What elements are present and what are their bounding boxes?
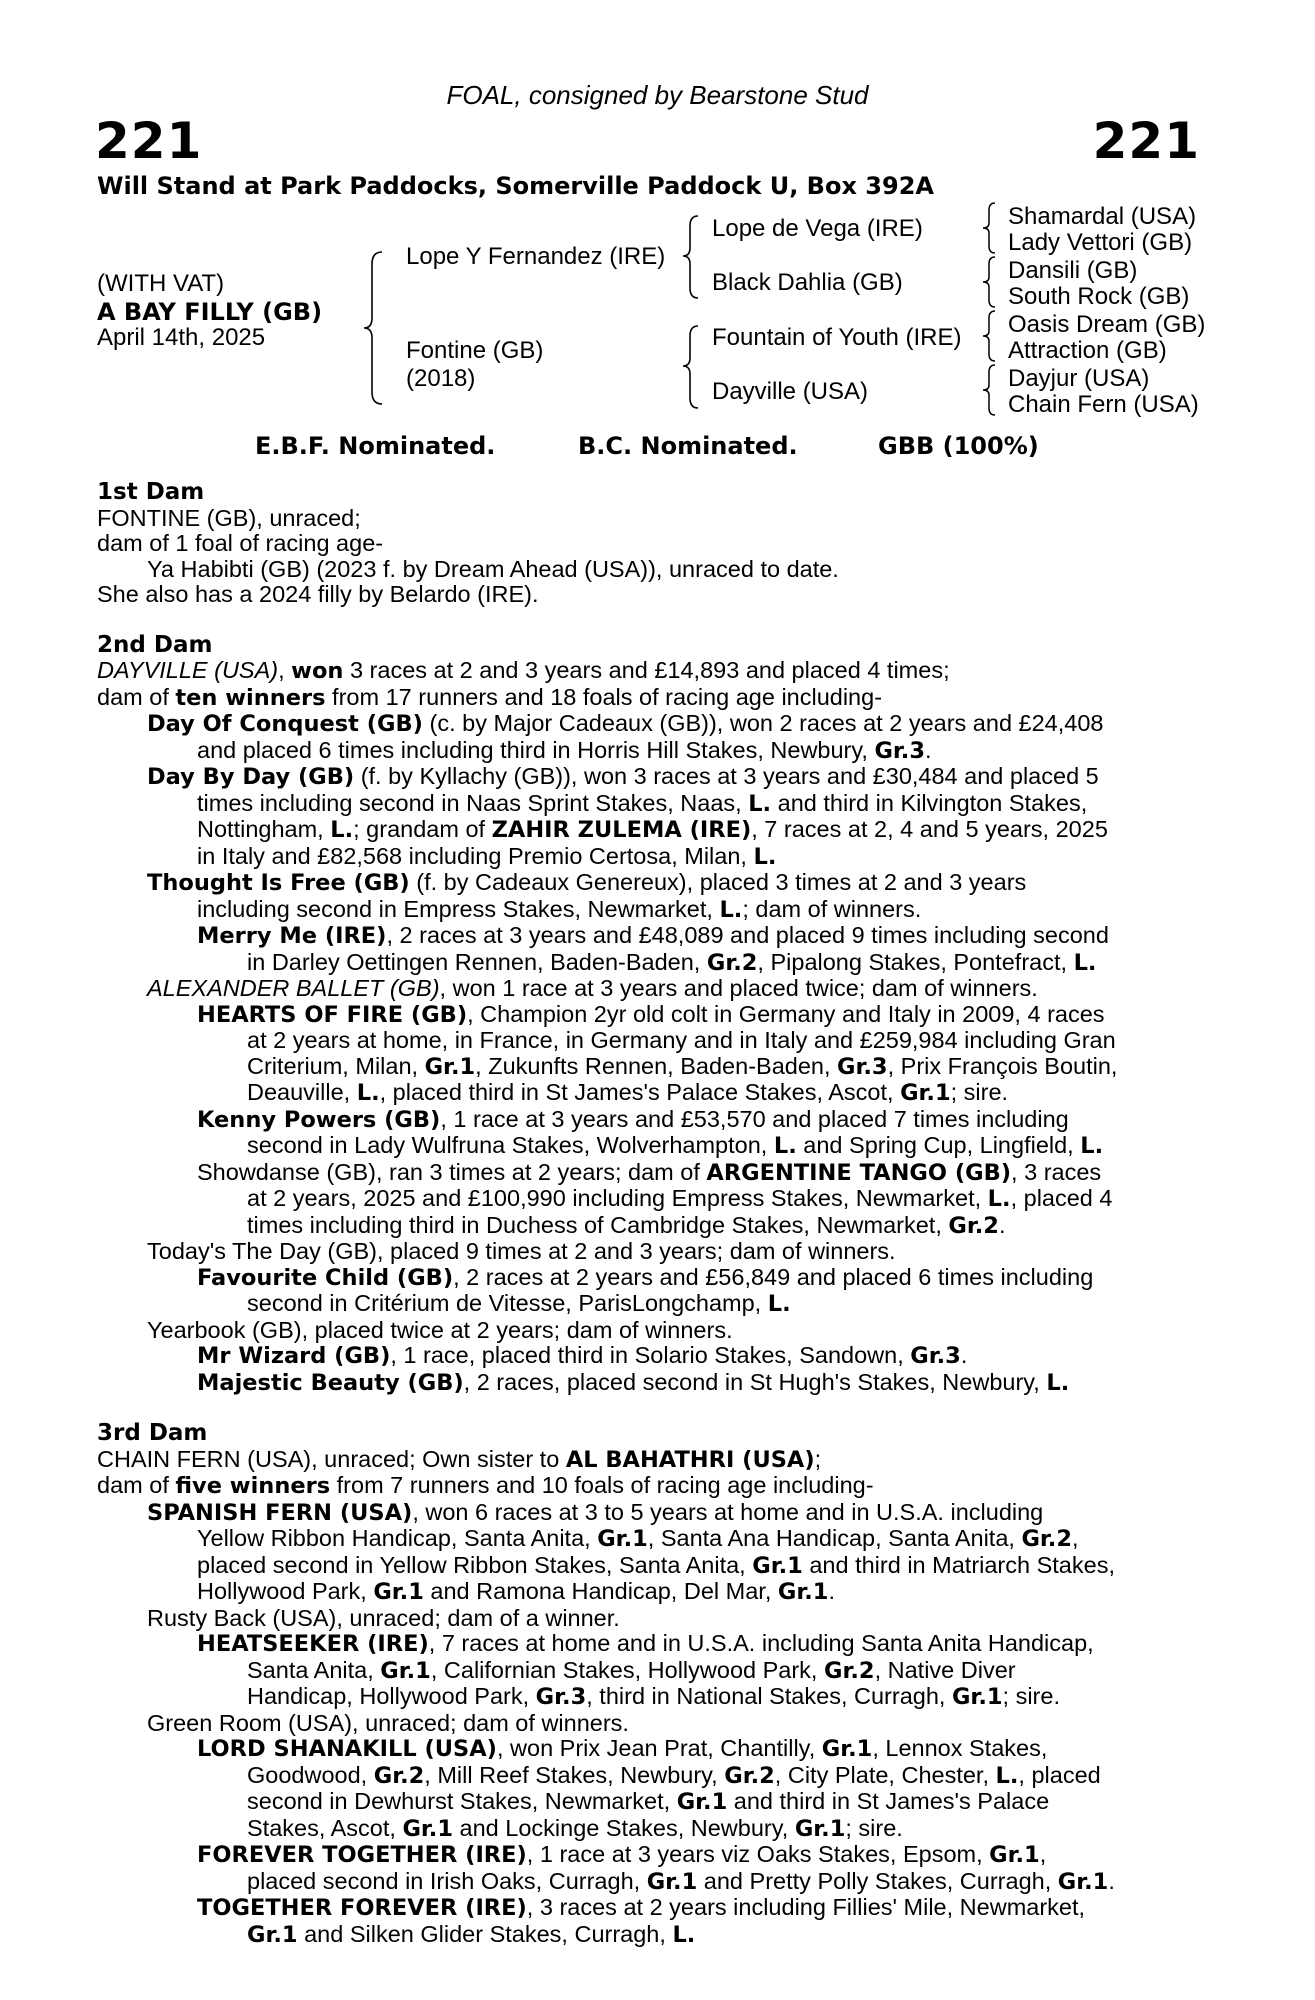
text-run: Gr.3 <box>837 1053 888 1080</box>
ancestor-1: Shamardal (USA) <box>1008 203 1197 230</box>
ancestor-5: Oasis Dream (GB) <box>1008 311 1206 338</box>
text-run: TOGETHER FOREVER (IRE) <box>197 1895 527 1921</box>
text-run: including second in Empress Stakes, Newmarket, <box>197 895 720 922</box>
text-run: Gr.1 <box>597 1526 648 1552</box>
text-run: , 1 race at 3 years viz Oaks Stakes, Epsom, <box>526 1841 990 1867</box>
ancestor-6: Attraction (GB) <box>1008 337 1167 364</box>
text-run: at 2 years at home, in France, in Germany and in Italy and £259,984 including Gran <box>247 1027 1116 1053</box>
text-run: , placed 4 <box>1010 1185 1113 1211</box>
text-run: , 2 races at 2 years and £56,849 and placed 6 times including <box>453 1263 1094 1290</box>
text-run: , Prix François Boutin, <box>887 1052 1118 1079</box>
text-run: , placed third in St James's Palace Stakes, Ascot, <box>379 1079 901 1105</box>
text-run: Favourite Child (GB) <box>197 1264 454 1291</box>
text-run: in Italy and £82,568 including Premio Certosa, Milan, <box>197 842 754 869</box>
pedigree-brace-g4 <box>980 362 1000 418</box>
sire-name: Lope Y Fernandez (IRE) <box>406 243 666 270</box>
vat-label: (WITH VAT) <box>97 270 225 297</box>
progeny-line <box>97 1318 1207 1344</box>
text-run: , placed <box>1018 1761 1101 1788</box>
pedigree-brace-dam <box>680 322 704 412</box>
foaling-date: April 14th, 2025 <box>97 324 266 351</box>
text-run: Gr.1 <box>989 1842 1040 1868</box>
dam-sire: Fountain of Youth (IRE) <box>712 324 962 351</box>
text-run: Gr.1 <box>951 1684 1003 1710</box>
text-run: and Silken Glider Stakes, Curragh, <box>297 1920 673 1947</box>
text-run: , <box>1039 1841 1047 1867</box>
dam-line <box>97 1447 1207 1474</box>
text-run: Gr.2 <box>824 1657 875 1684</box>
progeny-line <box>97 1054 1207 1081</box>
text-run: , Lennox Stakes, <box>872 1735 1048 1761</box>
text-run: ten winners <box>175 684 326 711</box>
text-run: dam of <box>97 1472 176 1498</box>
second-dam-heading: 2nd Dam <box>97 631 213 658</box>
progeny-line <box>97 1631 1207 1658</box>
dam-line <box>97 1473 1207 1500</box>
text-run: , <box>278 657 292 683</box>
text-run: Kenny Powers (GB) <box>197 1106 441 1133</box>
text-run: , 1 race at 3 years and £53,570 and placed 7 times including <box>440 1105 1069 1132</box>
text-run: Gr.1 <box>373 1579 424 1605</box>
text-run: L. <box>672 1921 696 1948</box>
text-run: HEATSEEKER (IRE) <box>197 1631 429 1657</box>
text-run: L. <box>767 1291 791 1317</box>
text-run: from 7 runners and 10 foals of racing age including- <box>330 1472 874 1498</box>
text-run: second in Critérium de Vitesse, ParisLongchamp, <box>247 1290 768 1316</box>
text-run: (f. by Kyllachy (GB)), won 3 races at 3 years and £30,484 and placed 5 <box>354 763 1099 789</box>
text-run: Majestic Beauty (GB) <box>197 1369 464 1396</box>
progeny-line <box>97 976 1207 1002</box>
progeny-line <box>97 1789 1207 1816</box>
text-run: Hollywood Park, <box>197 1578 374 1604</box>
text-run: from 17 runners and 18 foals of racing age including- <box>325 683 883 710</box>
ancestor-4: South Rock (GB) <box>1008 283 1190 310</box>
progeny-line <box>97 1842 1207 1869</box>
text-run: Santa Anita, <box>247 1656 381 1683</box>
text-run: , won Prix Jean Prat, Chantilly, <box>496 1735 822 1761</box>
text-run: L. <box>719 896 743 923</box>
progeny-line <box>97 1028 1207 1054</box>
text-run: L. <box>1046 1369 1070 1396</box>
text-run: , 7 races at 2, 4 and 5 years, 2025 <box>751 816 1108 842</box>
text-run: dam of <box>97 683 176 710</box>
text-run: placed second in Yellow Ribbon Stakes, Santa Anita, <box>197 1551 753 1578</box>
progeny-line <box>97 1370 1207 1397</box>
text-run: Gr.3 <box>874 737 926 764</box>
text-run: L. <box>995 1762 1019 1789</box>
text-run: 3 races at 2 and 3 years and £14,893 and placed 4 times; <box>343 657 950 683</box>
progeny-line <box>97 1553 1207 1580</box>
text-run: Thought Is Free (GB) <box>147 870 410 896</box>
third-dam-heading: 3rd Dam <box>97 1420 208 1446</box>
text-run: and Spring Cup, Lingfield, <box>796 1132 1081 1158</box>
lot-number-left: 221 <box>95 112 203 170</box>
catalogue-body <box>97 480 1207 1948</box>
first-dam-line: She also has a 2024 filly by Belardo (IRE). <box>97 581 539 607</box>
text-run: ; sire. <box>950 1079 1009 1105</box>
text-run: second in Dewhurst Stakes, Newmarket, <box>247 1788 677 1814</box>
lot-number-right: 221 <box>1092 112 1200 170</box>
progeny-line <box>97 791 1207 818</box>
progeny-line <box>97 1500 1207 1527</box>
text-run: , 2 races, placed second in St Hugh's Stakes, Newbury, <box>463 1368 1047 1395</box>
progeny-line <box>97 764 1207 791</box>
pedigree-brace-g2 <box>980 254 1000 310</box>
progeny-line <box>97 950 1207 977</box>
text-run: Nottingham, <box>197 816 331 842</box>
text-run: ; grandam of <box>353 816 492 842</box>
text-run: LORD SHANAKILL (USA) <box>197 1736 497 1762</box>
text-run: , 2 races at 3 years and £48,089 and placed 9 times including second <box>386 922 1109 948</box>
text-run: Merry Me (IRE) <box>197 923 387 949</box>
text-run: Mr Wizard (GB) <box>197 1343 391 1369</box>
text-run: , Californian Stakes, Hollywood Park, <box>430 1656 824 1683</box>
text-run: , Santa Ana Handicap, Santa Anita, <box>647 1525 1022 1551</box>
sire-dam: Black Dahlia (GB) <box>712 269 903 296</box>
progeny-line <box>97 1343 1207 1370</box>
text-run: , 1 race, placed third in Solario Stakes, Sandown, <box>390 1342 911 1368</box>
text-run: Gr.1 <box>380 1657 431 1684</box>
text-run: Gr.1 <box>646 1868 698 1895</box>
ebf-nomination: E.B.F. Nominated. <box>255 432 496 460</box>
dam-name: Fontine (GB) <box>406 337 544 364</box>
text-run: . <box>998 1211 1006 1238</box>
text-run: Gr.2 <box>373 1762 425 1789</box>
dam-year: (2018) <box>406 365 476 392</box>
text-run: and third in St James's Palace <box>727 1788 1050 1814</box>
first-dam-line: dam of 1 foal of racing age- <box>97 530 384 556</box>
consignment-line: FOAL, consigned by Bearstone Stud <box>446 80 869 110</box>
text-run: Gr.2 <box>948 1212 999 1239</box>
text-run: , Champion 2yr old colt in Germany and Italy in 2009, 4 races <box>467 1000 1105 1027</box>
text-run: ALEXANDER BALLET (GB) <box>147 975 440 1001</box>
text-run: FOREVER TOGETHER (IRE) <box>197 1842 527 1868</box>
text-run: (f. by Cadeaux Genereux), placed 3 times at 2 and 3 years <box>409 869 1027 895</box>
progeny-line <box>97 1080 1207 1107</box>
text-run: and Lockinge Stakes, Newbury, <box>453 1814 795 1841</box>
text-run: times including third in Duchess of Cambridge Stakes, Newmarket, <box>247 1211 949 1238</box>
text-run: , third in National Stakes, Curragh, <box>586 1683 952 1709</box>
text-run: Gr.1 <box>402 1815 453 1842</box>
text-run: , Mill Reef Stakes, Newbury, <box>424 1761 725 1788</box>
progeny-line <box>97 1107 1207 1134</box>
text-run: HEARTS OF FIRE (GB) <box>197 1001 468 1028</box>
text-run: Day Of Conquest (GB) <box>147 711 423 737</box>
progeny-line <box>97 1186 1207 1213</box>
text-run: Deauville, <box>247 1079 357 1105</box>
text-run: times including second in Naas Sprint Stakes, Naas, <box>197 789 749 816</box>
progeny-line <box>97 1265 1207 1292</box>
text-run: ; sire. <box>845 1814 903 1841</box>
text-run: Gr.1 <box>900 1080 951 1106</box>
dam-name: DAYVILLE (USA) <box>97 657 279 683</box>
text-run: . <box>1108 1867 1115 1894</box>
text-run: , City Plate, Chester, <box>774 1761 996 1788</box>
text-run: , 3 races <box>1011 1158 1102 1185</box>
progeny-line <box>97 1895 1207 1922</box>
text-run: L. <box>753 843 777 870</box>
first-dam-line: Ya Habibti (GB) (2023 f. by Dream Ahead (USA)), unraced to date. <box>147 555 839 582</box>
text-run: won <box>291 658 344 684</box>
bc-nomination: B.C. Nominated. <box>578 432 798 460</box>
text-run: L. <box>1073 949 1097 976</box>
progeny-line <box>97 1002 1207 1029</box>
text-run: L. <box>987 1186 1011 1212</box>
text-run: and placed 6 times including third in Horris Hill Stakes, Newbury, <box>197 736 875 763</box>
text-run: , Zukunfts Rennen, Baden-Baden, <box>475 1052 838 1079</box>
text-run: Gr.1 <box>676 1789 728 1815</box>
text-run: AL BAHATHRI (USA) <box>565 1446 815 1473</box>
text-run: Gr.1 <box>777 1579 829 1605</box>
dam-line <box>97 658 1207 685</box>
progeny-line <box>97 1133 1207 1160</box>
progeny-line <box>97 1213 1207 1240</box>
text-run: and third in Matriarch Stakes, <box>802 1551 1115 1578</box>
progeny-line <box>97 1711 1207 1737</box>
stand-location: Will Stand at Park Paddocks, Somerville Paddock U, Box 392A <box>97 172 934 200</box>
text-run: . <box>925 736 932 763</box>
text-run: ; sire. <box>1002 1683 1060 1709</box>
text-run: L. <box>356 1080 380 1106</box>
pedigree-brace-sire <box>680 212 704 302</box>
text-run: CHAIN FERN (USA), unraced; Own sister to <box>97 1445 566 1472</box>
text-run: , Native Diver <box>874 1656 1016 1683</box>
text-run: Handicap, Hollywood Park, <box>247 1683 536 1709</box>
text-run: Gr.1 <box>1057 1868 1109 1895</box>
progeny-line <box>97 817 1207 844</box>
progeny-line <box>97 1922 1207 1949</box>
text-run: and Pretty Polly Stakes, Curragh, <box>697 1867 1058 1894</box>
progeny-line <box>97 1869 1207 1896</box>
text-run: placed second in Irish Oaks, Curragh, <box>247 1867 647 1894</box>
horse-name: A BAY FILLY (GB) <box>97 298 323 326</box>
dam-line <box>97 685 1207 712</box>
text-run: Yellow Ribbon Handicap, Santa Anita, <box>197 1525 598 1551</box>
ancestor-8: Chain Fern (USA) <box>1008 391 1199 418</box>
text-run: ZAHIR ZULEMA (IRE) <box>491 817 752 843</box>
progeny-line <box>97 1684 1207 1711</box>
text-run: Gr.3 <box>910 1343 961 1369</box>
text-run: Gr.2 <box>706 949 758 976</box>
text-run: ; <box>814 1445 822 1472</box>
first-dam-line: FONTINE (GB), unraced; <box>97 504 361 531</box>
text-run: and third in Kilvington Stakes, <box>771 789 1088 816</box>
text-run: in Darley Oettingen Rennen, Baden-Baden, <box>247 948 707 975</box>
text-run: second in Lady Wulfruna Stakes, Wolverhampton, <box>247 1132 774 1158</box>
text-run: L. <box>330 817 354 843</box>
text-run: Rusty Back (USA), unraced; dam of a winner. <box>147 1604 620 1631</box>
sire-sire: Lope de Vega (IRE) <box>712 215 923 242</box>
progeny-line <box>97 1816 1207 1843</box>
progeny-line <box>97 1291 1207 1318</box>
text-run: and Ramona Handicap, Del Mar, <box>423 1578 778 1604</box>
text-run: Day By Day (GB) <box>147 764 355 790</box>
text-run: , won 6 races at 3 to 5 years at home and in U.S.A. including <box>412 1498 1044 1525</box>
ancestor-7: Dayjur (USA) <box>1008 365 1150 392</box>
text-run: Yearbook (GB), placed twice at 2 years; dam of winners. <box>147 1316 733 1343</box>
text-run: L. <box>773 1133 797 1159</box>
pedigree-brace-g3 <box>980 308 1000 364</box>
text-run: at 2 years, 2025 and £100,990 including Empress Stakes, Newmarket, <box>247 1185 988 1211</box>
text-run: . <box>828 1578 835 1604</box>
progeny-line <box>97 923 1207 950</box>
text-run: Gr.2 <box>1021 1526 1073 1552</box>
text-run: Gr.1 <box>821 1736 873 1762</box>
ancestor-3: Dansili (GB) <box>1008 257 1138 284</box>
text-run: SPANISH FERN (USA) <box>147 1499 413 1526</box>
text-run: ; dam of winners. <box>742 895 922 922</box>
pedigree-brace-g1 <box>980 200 1000 256</box>
gbb-status: GBB (100%) <box>878 432 1039 460</box>
ancestor-2: Lady Vettori (GB) <box>1008 229 1193 256</box>
text-run: Gr.2 <box>724 1762 775 1789</box>
progeny-line <box>97 1763 1207 1790</box>
progeny-line <box>97 711 1207 738</box>
text-run: , Pipalong Stakes, Pontefract, <box>757 948 1074 975</box>
progeny-line <box>97 1160 1207 1187</box>
progeny-line <box>97 1239 1207 1265</box>
progeny-line <box>97 897 1207 924</box>
text-run: Green Room (USA), unraced; dam of winners. <box>147 1709 629 1736</box>
text-run: Gr.1 <box>794 1815 846 1842</box>
text-run: , <box>1072 1525 1079 1551</box>
text-run: Criterium, Milan, <box>247 1052 425 1079</box>
text-run: five winners <box>175 1473 331 1499</box>
text-run: Gr.1 <box>424 1053 476 1080</box>
text-run: . <box>960 1342 968 1368</box>
text-run: Gr.1 <box>752 1552 803 1579</box>
text-run: Gr.3 <box>535 1684 587 1710</box>
text-run: Showdanse (GB), ran 3 times at 2 years; dam of <box>197 1158 707 1185</box>
progeny-line <box>97 844 1207 871</box>
progeny-line <box>97 1658 1207 1685</box>
pedigree-brace-main <box>360 248 390 408</box>
text-run: Gr.1 <box>247 1921 298 1948</box>
text-run: , 3 races at 2 years including Fillies' Mile, Newmarket, <box>526 1894 1086 1920</box>
progeny-line <box>97 1526 1207 1553</box>
text-run: , won 1 race at 3 years and placed twice; dam of winners. <box>439 975 1038 1001</box>
progeny-line <box>97 1606 1207 1632</box>
text-run: ARGENTINE TANGO (GB) <box>706 1159 1012 1186</box>
progeny-line <box>97 1579 1207 1606</box>
first-dam-heading: 1st Dam <box>97 479 205 505</box>
progeny-line <box>97 870 1207 897</box>
text-run: Stakes, Ascot, <box>247 1814 403 1841</box>
progeny-line <box>97 1736 1207 1763</box>
text-run: L. <box>1080 1133 1104 1159</box>
text-run: , 7 races at home and in U.S.A. including Santa Anita Handicap, <box>428 1630 1094 1656</box>
text-run: Today's The Day (GB), placed 9 times at 2 and 3 years; dam of winners. <box>147 1238 896 1264</box>
progeny-line <box>97 738 1207 765</box>
text-run: (c. by Major Cadeaux (GB)), won 2 races at 2 years and £24,408 <box>422 710 1104 736</box>
text-run: Goodwood, <box>247 1761 374 1788</box>
text-run: L. <box>748 790 772 817</box>
dam-dam: Dayville (USA) <box>712 378 869 405</box>
